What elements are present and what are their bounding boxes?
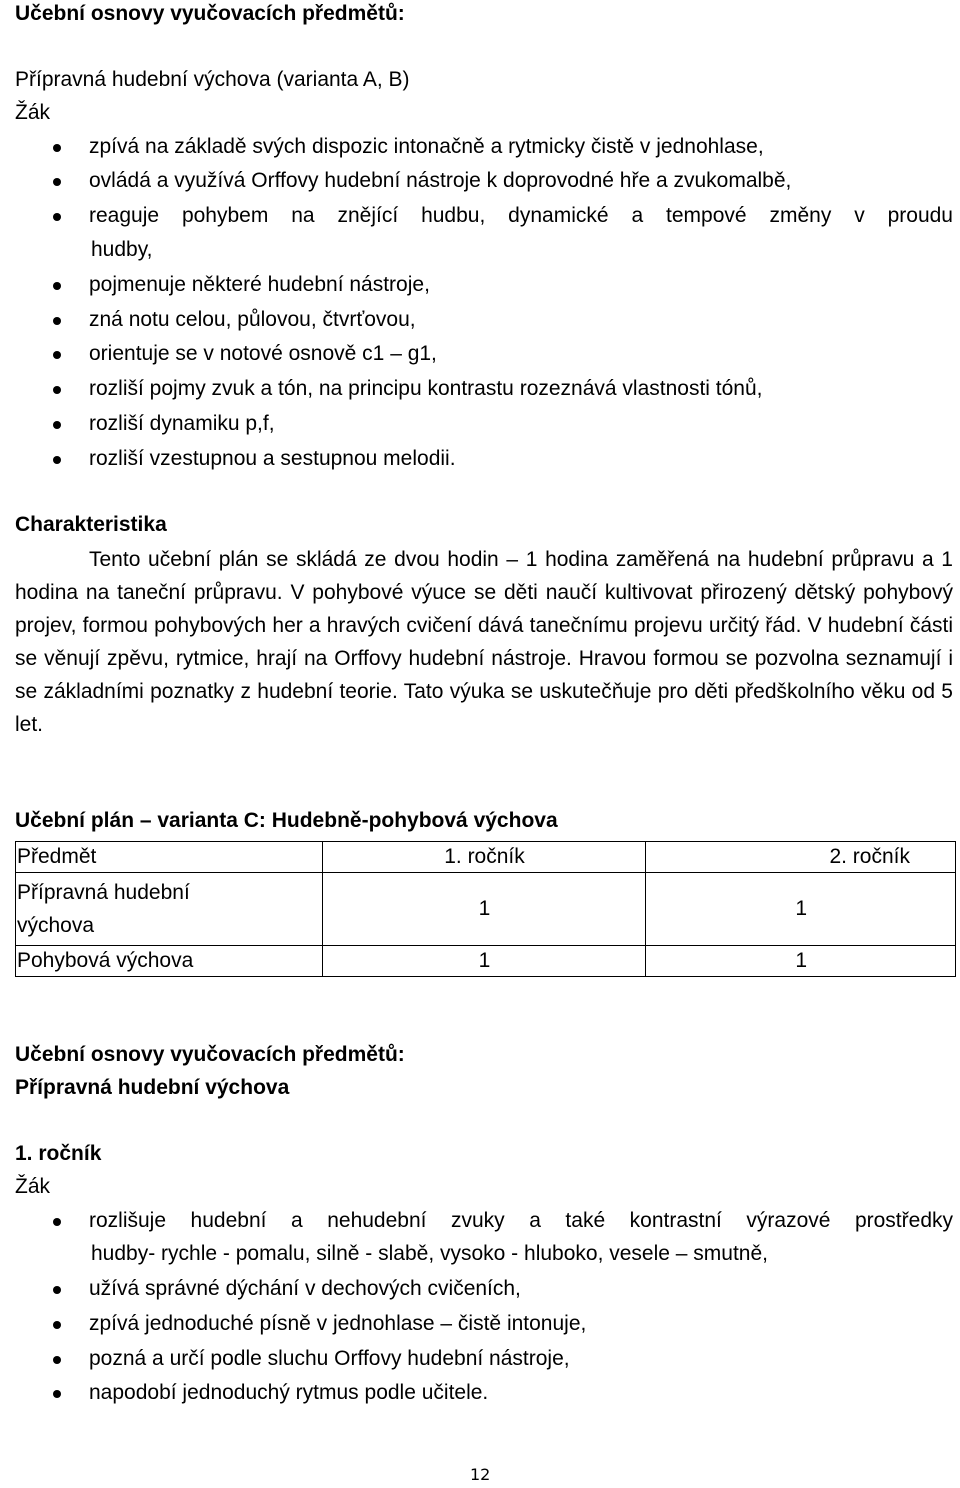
subject-title: Přípravná hudební výchova xyxy=(15,1076,290,1099)
bullet-icon xyxy=(53,1218,61,1226)
table-header-year1: 1. ročník xyxy=(323,842,646,873)
bullet-icon xyxy=(53,178,61,186)
table-cell-year1: 1 xyxy=(323,873,646,946)
table-header-year2: 2. ročník xyxy=(646,842,956,873)
table-header-row xyxy=(16,842,956,873)
table-cell-subject: Přípravná hudební výchova xyxy=(16,873,323,946)
subject-title: Přípravná hudební výchova (varianta A, B) xyxy=(15,68,410,91)
section-heading: Učební osnovy vyučovacích předmětů: xyxy=(15,2,405,25)
bullet-icon xyxy=(53,1321,61,1329)
plan-table xyxy=(15,841,956,977)
plan-heading: Učební plán – varianta C: Hudebně-pohybová výchova xyxy=(15,809,558,832)
page-number: 12 xyxy=(470,1465,491,1484)
bullet-icon xyxy=(53,386,61,394)
bullet-icon xyxy=(53,144,61,152)
table-header-subject: Předmět xyxy=(16,842,323,873)
bullet-icon xyxy=(53,456,61,464)
year-title: 1. ročník xyxy=(15,1142,102,1165)
bullet-icon xyxy=(53,317,61,325)
bullet-icon xyxy=(53,1286,61,1294)
bullet-icon xyxy=(53,421,61,429)
table-row xyxy=(16,946,956,977)
table-cell-subject: Pohybová výchova xyxy=(16,946,323,977)
table-row xyxy=(16,873,956,946)
table-cell-year2: 1 xyxy=(646,873,956,946)
bullet-icon xyxy=(53,1356,61,1364)
table-cell-year1: 1 xyxy=(323,946,646,977)
bullet-icon xyxy=(53,282,61,290)
pupil-label: Žák xyxy=(15,101,51,124)
table-cell-year2: 1 xyxy=(646,946,956,977)
bullet-icon xyxy=(53,1390,61,1398)
characteristics-heading: Charakteristika xyxy=(15,513,167,536)
bullet-icon xyxy=(53,213,61,221)
characteristics-paragraph: Tento učební plán se skládá ze dvou hodin – 1 hodina zaměřená na hudební průpravu a 1 hodina na taneční průpravu. V pohybové výuce se děti naučí kultivovat přirozený dětský pohybový projev, formou pohybových her a hravých cvičení dává tanečnímu projevu určitý řád. V hudební části se věnují zpěvu, rytmice, hrají na Orffovy hudební nástroje. Hravou formou se pozvolna seznamují i se základními poznatky z hudební teorie. Tato výuka se uskutečňuje pro děti předškolního věku od 5 let. xyxy=(15,548,953,736)
section-heading: Učební osnovy vyučovacích předmětů: xyxy=(15,1043,405,1066)
pupil-label: Žák xyxy=(15,1175,51,1198)
bullet-icon xyxy=(53,351,61,359)
